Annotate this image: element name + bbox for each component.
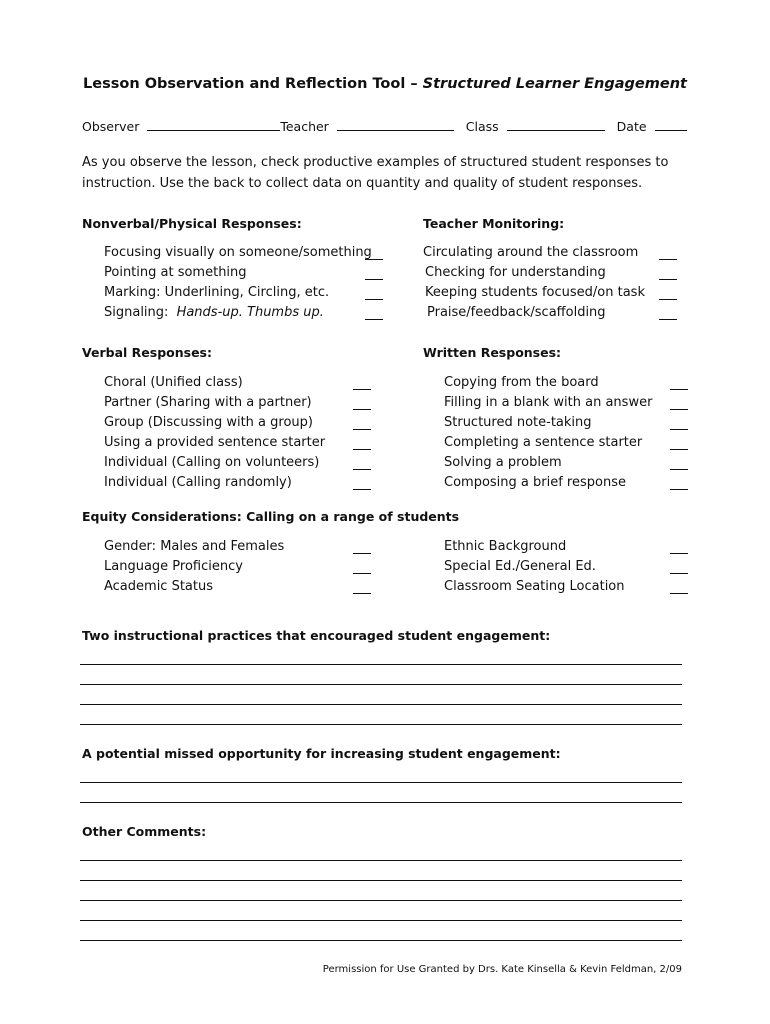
comments-answer-line[interactable] bbox=[80, 880, 682, 881]
verbal-heading: Verbal Responses: bbox=[82, 345, 212, 360]
signaling-examples: Hands-up. Thumbs up. bbox=[176, 305, 324, 320]
equity-item: Classroom Seating Location bbox=[444, 579, 625, 594]
equity-checkbox[interactable] bbox=[670, 541, 688, 554]
nonverbal-item-signaling bbox=[104, 305, 324, 320]
verbal-item: Partner (Sharing with a partner) bbox=[104, 395, 312, 410]
equity-heading: Equity Considerations: Calling on a range of students bbox=[82, 509, 460, 524]
teacher-monitoring-checkbox[interactable] bbox=[659, 307, 677, 320]
written-item: Solving a problem bbox=[444, 455, 562, 470]
verbal-item: Choral (Unified class) bbox=[104, 375, 243, 390]
written-checkbox[interactable] bbox=[670, 477, 688, 490]
equity-item: Ethnic Background bbox=[444, 539, 567, 554]
verbal-item: Individual (Calling randomly) bbox=[104, 475, 292, 490]
teacher-monitoring-item: Circulating around the classroom bbox=[423, 245, 639, 260]
comments-answer-line[interactable] bbox=[80, 920, 682, 921]
form-title-main: Lesson Observation and Reflection Tool – bbox=[83, 76, 418, 92]
teacher-monitoring-item: Checking for understanding bbox=[425, 265, 606, 280]
equity-item: Special Ed./General Ed. bbox=[444, 559, 596, 574]
comments-answer-line[interactable] bbox=[80, 900, 682, 901]
nonverbal-checkbox[interactable] bbox=[365, 267, 383, 280]
comments-answer-line[interactable] bbox=[80, 860, 682, 861]
written-checkbox[interactable] bbox=[670, 417, 688, 430]
practices-answer-line[interactable] bbox=[80, 704, 682, 705]
observer-field[interactable] bbox=[147, 118, 280, 131]
written-item: Copying from the board bbox=[444, 375, 599, 390]
verbal-checkbox[interactable] bbox=[353, 477, 371, 490]
verbal-item: Individual (Calling on volunteers) bbox=[104, 455, 320, 470]
equity-checkbox[interactable] bbox=[670, 561, 688, 574]
written-checkbox[interactable] bbox=[670, 377, 688, 390]
equity-checkbox[interactable] bbox=[353, 541, 371, 554]
date-field[interactable] bbox=[655, 118, 687, 131]
practices-answer-line[interactable] bbox=[80, 684, 682, 685]
date-label: Date bbox=[616, 119, 647, 134]
written-item: Filling in a blank with an answer bbox=[444, 395, 653, 410]
teacher-monitoring-checkbox[interactable] bbox=[659, 247, 677, 260]
verbal-checkbox[interactable] bbox=[353, 377, 371, 390]
class-label: Class bbox=[465, 119, 499, 134]
written-checkbox[interactable] bbox=[670, 437, 688, 450]
equity-item: Language Proficiency bbox=[104, 559, 243, 574]
teacher-monitoring-item: Keeping students focused/on task bbox=[425, 285, 645, 300]
teacher-monitoring-checkbox[interactable] bbox=[659, 287, 677, 300]
observer-label: Observer bbox=[82, 119, 140, 134]
class-field[interactable] bbox=[507, 118, 605, 131]
verbal-item: Using a provided sentence starter bbox=[104, 435, 326, 450]
nonverbal-checkbox[interactable] bbox=[365, 287, 383, 300]
nonverbal-checkbox[interactable] bbox=[365, 307, 383, 320]
written-heading: Written Responses: bbox=[423, 345, 562, 360]
permission-footer: Permission for Use Granted by Drs. Kate Kinsella & Kevin Feldman, 2/09 bbox=[322, 964, 682, 975]
teacher-monitoring-item: Praise/feedback/scaffolding bbox=[427, 305, 606, 320]
header-fields bbox=[82, 118, 687, 134]
verbal-checkbox[interactable] bbox=[353, 437, 371, 450]
other-comments-heading: Other Comments: bbox=[82, 824, 207, 839]
comments-answer-line[interactable] bbox=[80, 940, 682, 941]
verbal-checkbox[interactable] bbox=[353, 397, 371, 410]
nonverbal-checkbox[interactable] bbox=[365, 247, 383, 260]
practices-answer-line[interactable] bbox=[80, 664, 682, 665]
teacher-monitoring-heading: Teacher Monitoring: bbox=[423, 216, 565, 231]
form-title bbox=[0, 76, 770, 92]
verbal-checkbox[interactable] bbox=[353, 457, 371, 470]
written-item: Composing a brief response bbox=[444, 475, 626, 490]
verbal-checkbox[interactable] bbox=[353, 417, 371, 430]
written-checkbox[interactable] bbox=[670, 457, 688, 470]
nonverbal-item: Focusing visually on someone/something bbox=[104, 245, 372, 260]
practices-heading: Two instructional practices that encouraged student engagement: bbox=[82, 628, 551, 643]
missed-opportunity-answer-line[interactable] bbox=[80, 802, 682, 803]
equity-checkbox[interactable] bbox=[670, 581, 688, 594]
missed-opportunity-heading: A potential missed opportunity for increasing student engagement: bbox=[82, 746, 561, 761]
equity-item: Academic Status bbox=[104, 579, 214, 594]
teacher-monitoring-checkbox[interactable] bbox=[659, 267, 677, 280]
equity-checkbox[interactable] bbox=[353, 581, 371, 594]
equity-item: Gender: Males and Females bbox=[104, 539, 285, 554]
verbal-item: Group (Discussing with a group) bbox=[104, 415, 313, 430]
written-item: Completing a sentence starter bbox=[444, 435, 643, 450]
teacher-field[interactable] bbox=[337, 118, 454, 131]
signaling-label: Signaling: bbox=[104, 305, 169, 320]
nonverbal-item: Marking: Underlining, Circling, etc. bbox=[104, 285, 330, 300]
practices-answer-line[interactable] bbox=[80, 724, 682, 725]
written-checkbox[interactable] bbox=[670, 397, 688, 410]
teacher-label: Teacher bbox=[280, 119, 329, 134]
nonverbal-heading: Nonverbal/Physical Responses: bbox=[82, 216, 302, 231]
intro-text: As you observe the lesson, check productive examples of structured student responses to instruction. Use the back to collect data on quantity and quality of student responses. bbox=[82, 155, 669, 191]
equity-checkbox[interactable] bbox=[353, 561, 371, 574]
nonverbal-item: Pointing at something bbox=[104, 265, 247, 280]
written-item: Structured note-taking bbox=[444, 415, 592, 430]
form-title-italic: Structured Learner Engagement bbox=[422, 76, 687, 92]
missed-opportunity-answer-line[interactable] bbox=[80, 782, 682, 783]
